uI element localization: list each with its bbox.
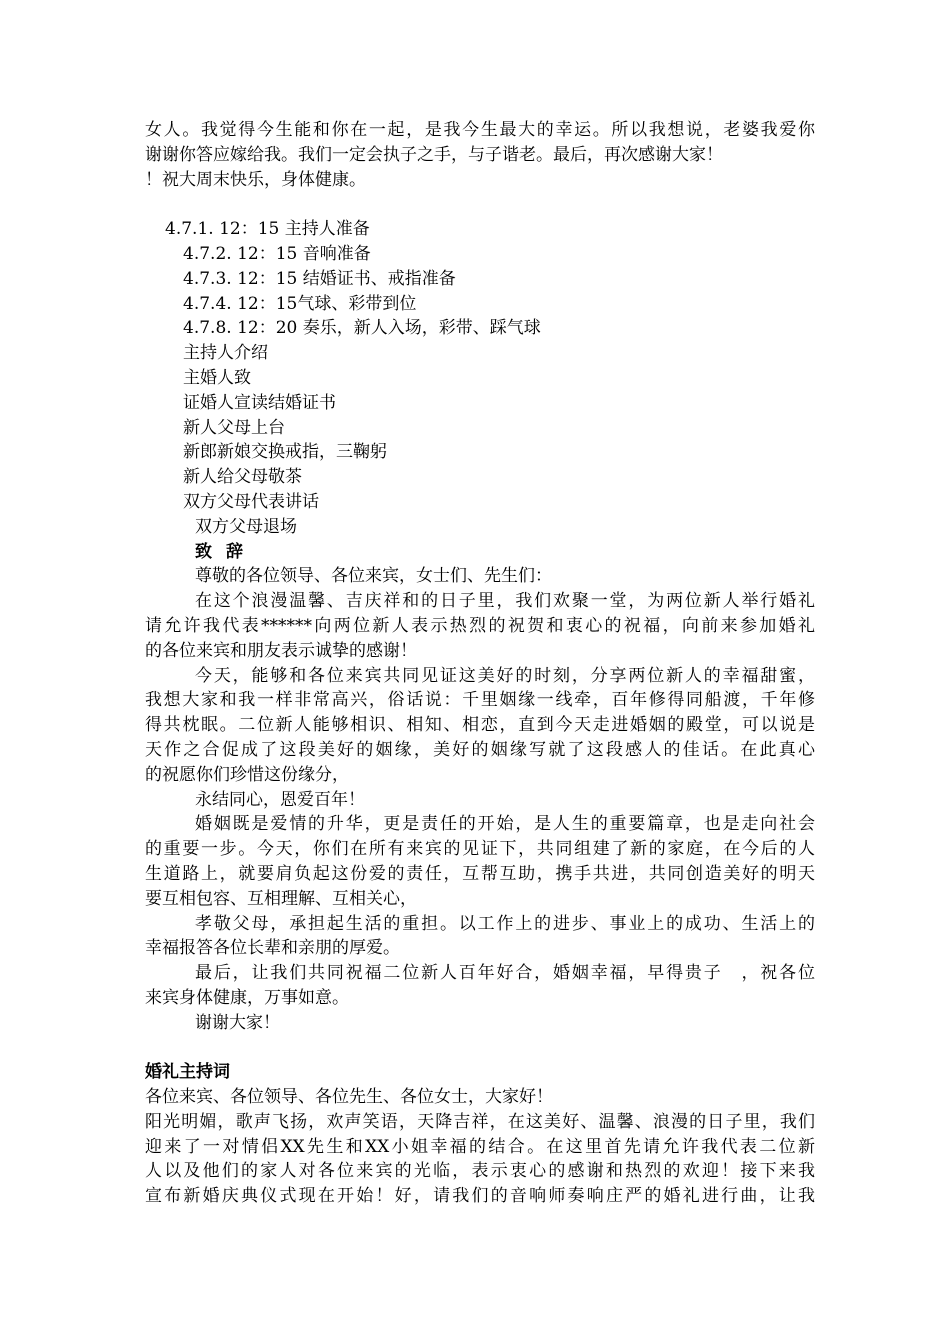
document-page bbox=[145, 118, 815, 1209]
schedule-item: 4.7.2. 12：15 音响准备 bbox=[183, 243, 371, 264]
text-line: 生道路上，就要肩负起这份爱的责任，互帮互助，携手共进，共同创造美好的明天 bbox=[145, 863, 815, 884]
step-item: 新人给父母敬茶 bbox=[183, 467, 302, 488]
text-line: 迎来了一对情侣XX先生和XX小姐幸福的结合。在这里首先请允许我代表二位新 bbox=[145, 1136, 815, 1157]
text-line: 的各位来宾和朋友表示诚挚的感谢！ bbox=[145, 640, 417, 661]
speech-paragraph bbox=[145, 912, 815, 962]
text-line: 女人。我觉得今生能和你在一起，是我今生最大的幸运。所以我想说，老婆我爱你 bbox=[145, 120, 815, 140]
step-item: 主婚人致 bbox=[183, 367, 251, 388]
text-line: 请允许我代表******向两位新人表示热烈的祝贺和衷心的祝福，向前来参加婚礼 bbox=[145, 615, 815, 636]
schedule-item: 4.7.3. 12：15 结婚证书、戒指准备 bbox=[183, 268, 456, 289]
text-line: 天作之合促成了这段美好的姻缘，美好的姻缘写就了这段感人的佳话。在此真心 bbox=[145, 739, 815, 760]
text-line: 的重要一步。今天，你们在所有来宾的见证下，共同组建了新的家庭，在今后的人 bbox=[145, 839, 815, 860]
text-line: 阳光明媚，歌声飞扬，欢声笑语，天降吉祥，在这美好、温馨、浪漫的日子里，我们 bbox=[145, 1111, 815, 1132]
text-line: 人以及他们的家人对各位来宾的光临，表示衷心的感谢和热烈的欢迎！接下来我 bbox=[145, 1161, 815, 1182]
schedule-item: 4.7.8. 12：20 奏乐，新人入场，彩带、踩气球 bbox=[183, 318, 541, 339]
text-line: 得共枕眠。二位新人能够相识、相知、相恋，直到今天走进婚姻的殿堂，可以说是 bbox=[145, 715, 815, 736]
speech-paragraph: 永结同心，恩爱百年！ bbox=[195, 789, 365, 810]
text-line: 来宾身体健康，万事如意。 bbox=[145, 987, 349, 1008]
intro-paragraph bbox=[145, 118, 815, 192]
text-line: 今天，能够和各位来宾共同见证这美好的时刻，分享两位新人的幸福甜蜜， bbox=[195, 665, 815, 686]
speech-thanks: 谢谢大家！ bbox=[195, 1012, 280, 1033]
speech-paragraph bbox=[145, 664, 815, 788]
schedule-list bbox=[145, 217, 815, 341]
speech-greeting: 尊敬的各位领导、各位来宾，女士们、先生们： bbox=[195, 566, 552, 587]
step-item: 双方父母代表讲话 bbox=[183, 491, 319, 512]
text-line: 宣布新婚庆典仪式现在开始！好，请我们的音响师奏响庄严的婚礼进行曲，让我 bbox=[145, 1186, 815, 1207]
schedule-item: 4.7.4. 12：15气球、彩带到位 bbox=[183, 293, 417, 314]
host-section bbox=[145, 1060, 815, 1209]
text-line: 最后，让我们共同祝福二位新人百年好合，婚姻幸福，早得贵子 ，祝各位 bbox=[195, 963, 815, 984]
speech-paragraph bbox=[145, 589, 815, 663]
text-line: 我想大家和我一样非常高兴，俗话说：千里姻缘一线牵，百年修得同船渡，千年修 bbox=[145, 690, 815, 711]
step-item: 双方父母退场 bbox=[195, 516, 297, 537]
speech-section bbox=[145, 540, 815, 1036]
speech-paragraph bbox=[145, 961, 815, 1011]
host-title: 婚礼主持词 bbox=[145, 1062, 230, 1083]
speech-paragraph bbox=[145, 812, 815, 911]
step-item: 证婚人宣读结婚证书 bbox=[183, 392, 336, 413]
host-paragraph bbox=[145, 1110, 815, 1209]
text-line: 要互相包容、互相理解、互相关心， bbox=[145, 888, 417, 909]
schedule-item: 4.7.1. 12：15 主持人准备 bbox=[165, 219, 370, 240]
speech-title: 致辞 bbox=[195, 541, 257, 562]
text-line: 的祝愿你们珍惜这份缘分， bbox=[145, 764, 349, 785]
step-item: 新郎新娘交换戒指，三鞠躬 bbox=[183, 442, 387, 463]
text-line: 幸福报答各位长辈和亲朋的厚爱。 bbox=[145, 938, 400, 959]
text-line: 在这个浪漫温馨、吉庆祥和的日子里，我们欢聚一堂，为两位新人举行婚礼 bbox=[195, 591, 815, 612]
text-line: 孝敬父母，承担起生活的重担。以工作上的进步、事业上的成功、生活上的 bbox=[195, 913, 815, 934]
step-item: 新人父母上台 bbox=[183, 417, 285, 438]
host-greeting: 各位来宾、各位领导、各位先生、各位女士，大家好！ bbox=[145, 1087, 553, 1108]
text-line: ！祝大周末快乐，身体健康。 bbox=[145, 169, 366, 190]
step-item: 主持人介绍 bbox=[183, 343, 268, 364]
text-line: 婚姻既是爱情的升华，更是责任的开始，是人生的重要篇章，也是走向社会 bbox=[195, 814, 815, 835]
text-line: 谢谢你答应嫁给我。我们一定会执子之手，与子谐老。最后，再次感谢大家！ bbox=[145, 144, 723, 165]
ceremony-steps bbox=[145, 341, 815, 539]
